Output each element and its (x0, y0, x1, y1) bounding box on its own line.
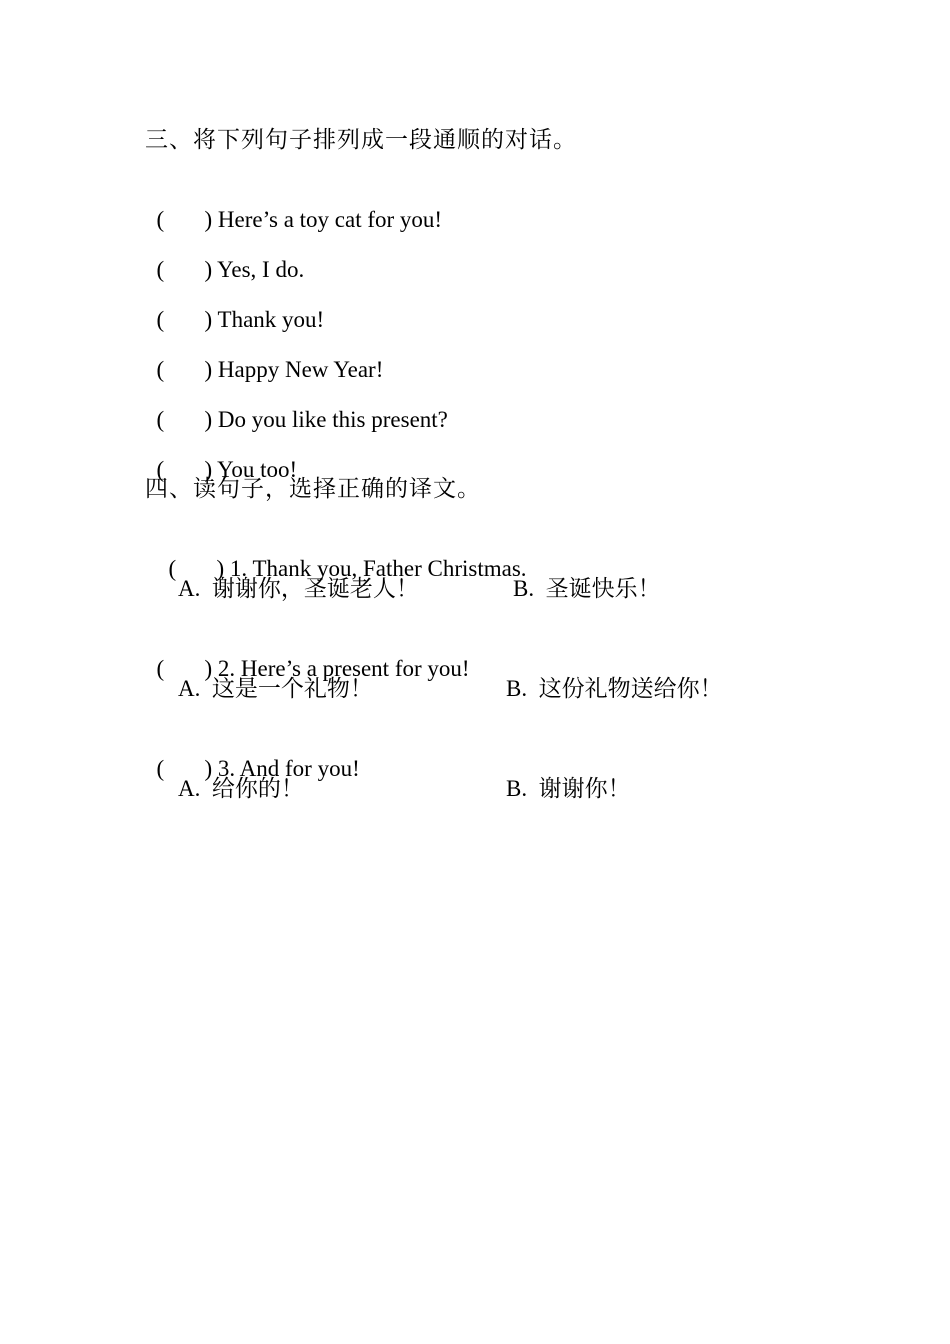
section3-item-6: ( ) You too! (145, 425, 297, 485)
question-3-option-b[interactable]: B. 谢谢你！ (506, 776, 631, 801)
question-text: 2. Here’s a present for you! (217, 656, 470, 681)
answer-blank[interactable]: ( (156, 307, 165, 332)
answer-blank[interactable]: ( (156, 207, 165, 232)
section3-item-1: ( ) Here’s a toy cat for you! (145, 175, 442, 235)
section3-item-4: ( ) Happy New Year! (145, 325, 383, 385)
question-text: 3. And for you! (217, 756, 360, 781)
answer-blank[interactable]: ( (156, 756, 165, 781)
question-text: 1. Thank you, Father Christmas. (229, 556, 527, 581)
item-text: Yes, I do. (217, 257, 305, 282)
answer-blank[interactable]: ( (156, 457, 165, 482)
section3-item-2: ( ) Yes, I do. (145, 225, 304, 285)
item-text: Do you like this present? (217, 407, 448, 432)
answer-blank[interactable]: ( (156, 357, 165, 382)
item-text: Here’s a toy cat for you! (217, 207, 443, 232)
section4-question-3: ( ) 3. And for you! (145, 724, 360, 784)
answer-blank[interactable]: ( (156, 407, 165, 432)
section3-heading: 三、将下列句子排列成一段通顺的对话。 (145, 127, 577, 152)
answer-blank[interactable]: ( (156, 656, 165, 681)
question-1-option-b[interactable]: B. 圣诞快乐！ (513, 576, 661, 601)
item-text: Happy New Year! (217, 357, 384, 382)
answer-blank[interactable]: ( (168, 556, 177, 581)
question-1-option-a[interactable]: A. 谢谢你，圣诞老人！ (178, 576, 419, 601)
section4-heading: 四、读句子，选择正确的译文。 (145, 476, 481, 501)
item-text: Thank you! (217, 307, 325, 332)
section4-question-1: ( ) 1. Thank you, Father Christmas. (157, 524, 527, 584)
item-text: You too! (217, 457, 298, 482)
section3-item-3: ( ) Thank you! (145, 275, 324, 335)
question-2-option-b[interactable]: B. 这份礼物送给你！ (506, 676, 723, 701)
section4-question-2: ( ) 2. Here’s a present for you! (145, 624, 470, 684)
section3-item-5: ( ) Do you like this present? (145, 375, 448, 435)
question-3-option-a[interactable]: A. 给你的！ (178, 776, 304, 801)
answer-blank[interactable]: ( (156, 257, 165, 282)
question-2-option-a[interactable]: A. 这是一个礼物！ (178, 676, 373, 701)
